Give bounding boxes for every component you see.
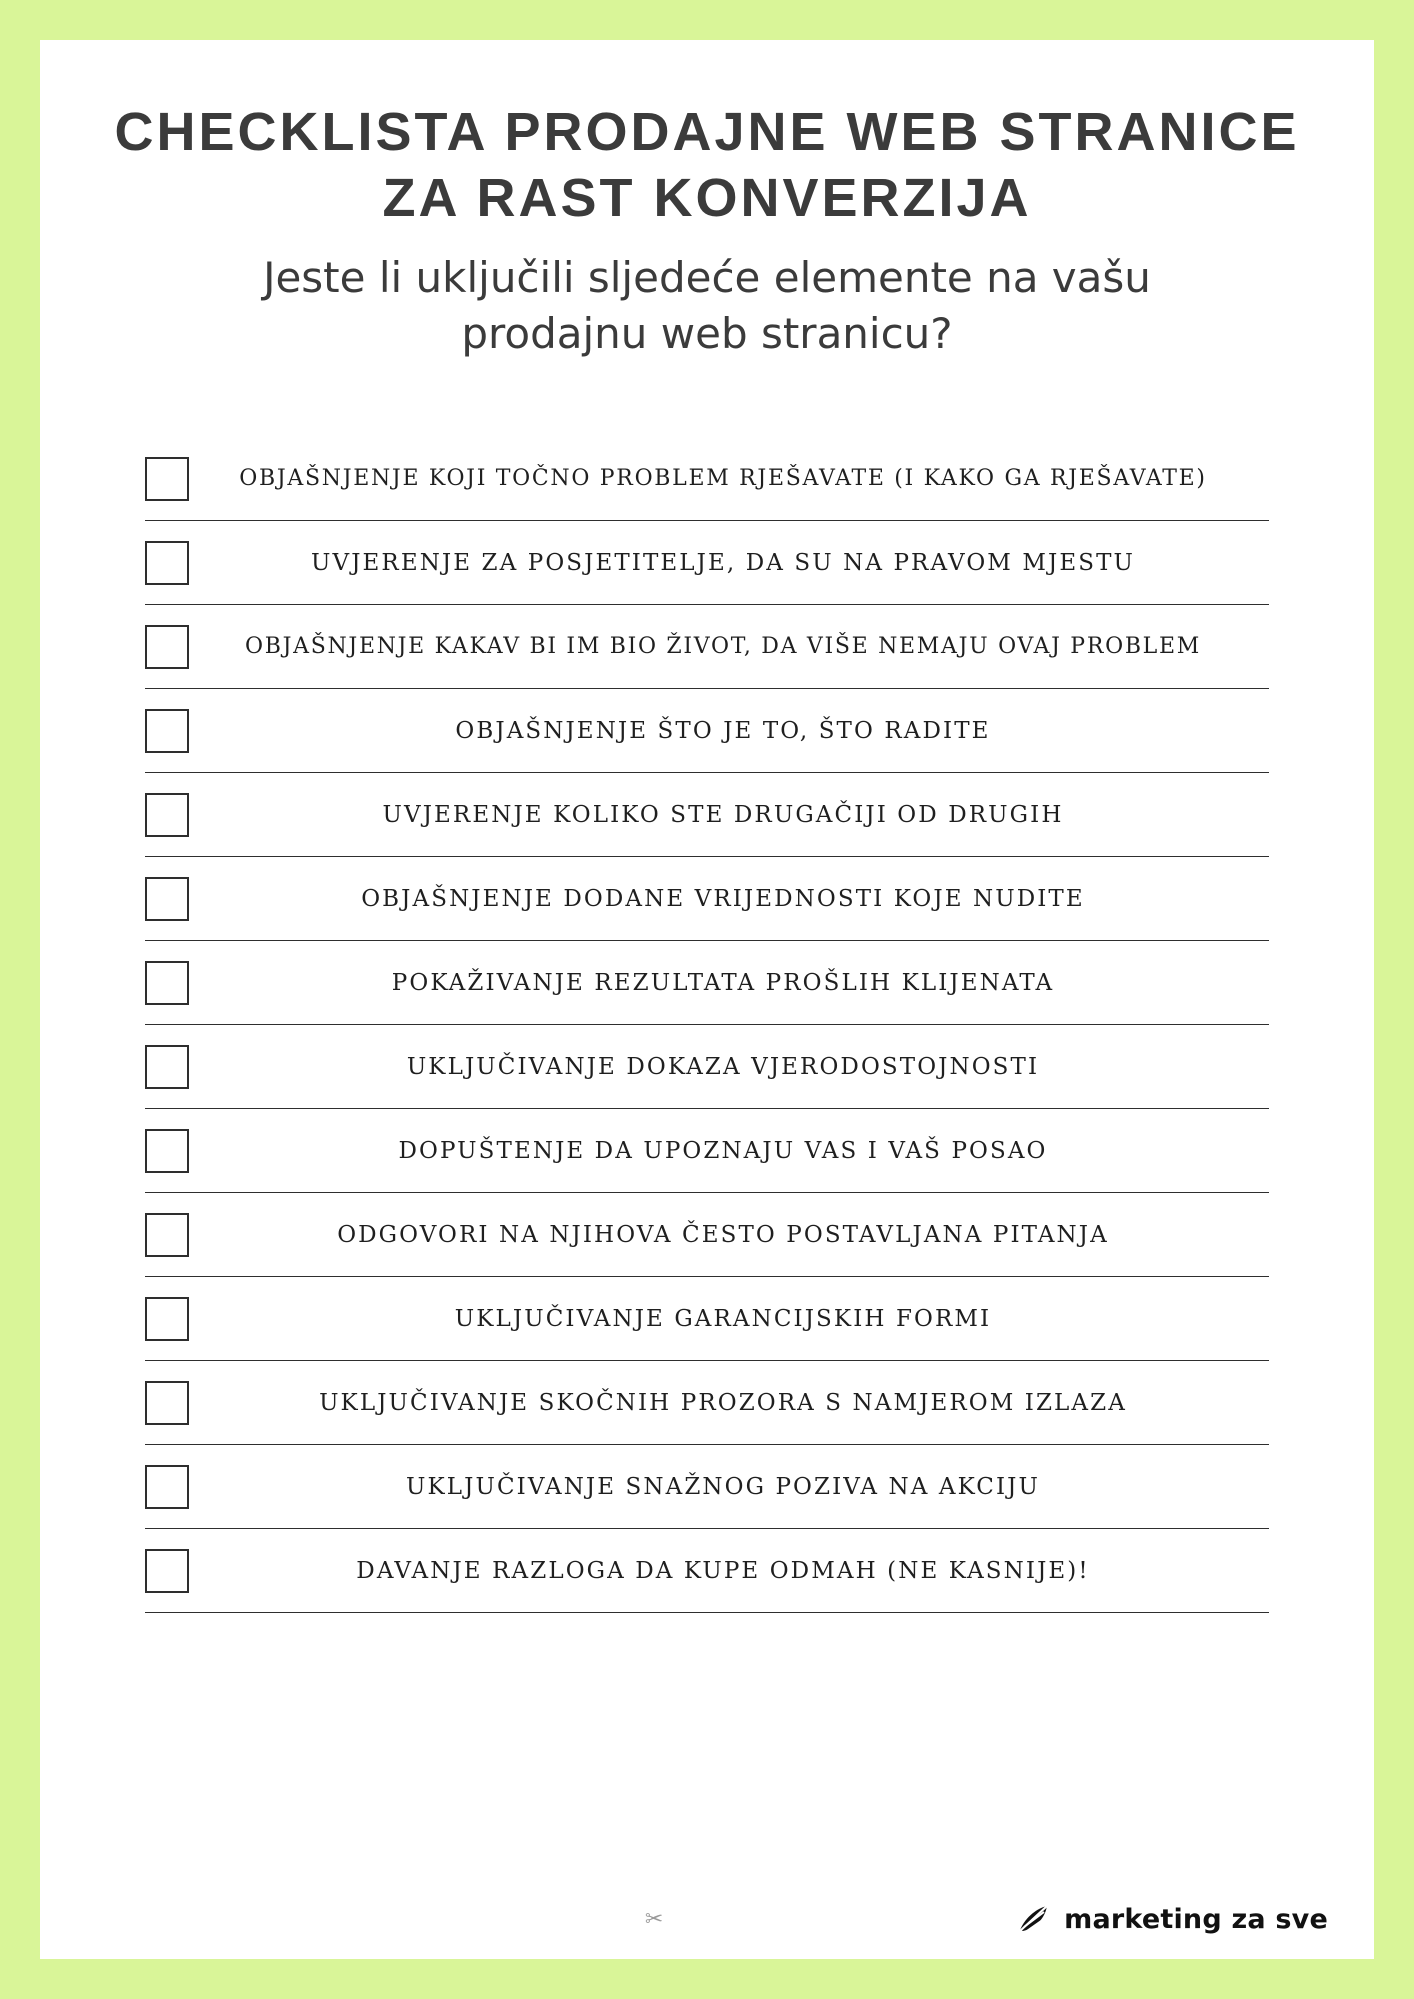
list-item[interactable] — [145, 689, 1269, 773]
checkbox[interactable] — [145, 1381, 189, 1425]
list-item-label: OBJAŠNJENJE ŠTO JE TO, ŠTO RADITE — [455, 717, 991, 744]
list-item[interactable] — [145, 605, 1269, 689]
checkbox[interactable] — [145, 625, 189, 669]
list-item[interactable] — [145, 1529, 1269, 1613]
footer — [40, 1889, 1374, 1959]
page-subtitle: Jeste li uključili sljedeće elemente na vašu prodajnu web stranicu? — [263, 252, 1151, 359]
list-item-label: OBJAŠNJENJE KOJI TOČNO PROBLEM RJEŠAVATE (I KAKO GA RJEŠAVATE) — [239, 466, 1207, 492]
checkbox[interactable] — [145, 1297, 189, 1341]
list-item-label: OBJAŠNJENJE DODANE VRIJEDNOSTI KOJE NUDITE — [361, 885, 1085, 912]
checkbox[interactable] — [145, 961, 189, 1005]
list-item[interactable] — [145, 521, 1269, 605]
checklist-page — [40, 40, 1374, 1959]
list-item[interactable] — [145, 857, 1269, 941]
list-item-label: UVJERENJE ZA POSJETITELJE, DA SU NA PRAVOM MJESTU — [311, 549, 1135, 576]
list-item[interactable] — [145, 1361, 1269, 1445]
checkbox[interactable] — [145, 877, 189, 921]
list-item[interactable] — [145, 1025, 1269, 1109]
brand-name: marketing za sve — [1064, 1903, 1328, 1935]
list-item-label: ODGOVORI NA NJIHOVA ČESTO POSTAVLJANA PITANJA — [337, 1221, 1109, 1248]
list-item[interactable] — [145, 437, 1269, 521]
checkbox[interactable] — [145, 1465, 189, 1509]
list-item[interactable] — [145, 1277, 1269, 1361]
list-item-label: UKLJUČIVANJE DOKAZA VJERODOSTOJNOSTI — [406, 1053, 1040, 1080]
checkbox[interactable] — [145, 1045, 189, 1089]
list-item[interactable] — [145, 1193, 1269, 1277]
leaf-icon — [1014, 1900, 1052, 1938]
list-item[interactable] — [145, 773, 1269, 857]
list-item-label: UKLJUČIVANJE SNAŽNOG POZIVA NA AKCIJU — [406, 1473, 1040, 1500]
scissors-icon: ✂ — [644, 1906, 664, 1931]
checkbox[interactable] — [145, 457, 189, 501]
checkbox[interactable] — [145, 793, 189, 837]
list-item[interactable] — [145, 941, 1269, 1025]
list-item-label: OBJAŠNJENJE KAKAV BI IM BIO ŽIVOT, DA VIŠE NEMAJU OVAJ PROBLEM — [245, 634, 1201, 660]
page-title: CHECKLISTA PRODAJNE WEB STRANICE ZA RAST KONVERZIJA — [114, 102, 1300, 228]
checkbox[interactable] — [145, 1549, 189, 1593]
list-item[interactable] — [145, 1445, 1269, 1529]
brand — [1014, 1900, 1328, 1938]
checkbox[interactable] — [145, 1213, 189, 1257]
checkbox[interactable] — [145, 709, 189, 753]
list-item-label: UVJERENJE KOLIKO STE DRUGAČIJI OD DRUGIH — [382, 801, 1064, 828]
list-item-label: DOPUŠTENJE DA UPOZNAJU VAS I VAŠ POSAO — [398, 1137, 1048, 1164]
list-item-label: UKLJUČIVANJE SKOČNIH PROZORA S NAMJEROM IZLAZA — [319, 1389, 1127, 1416]
list-item-label: UKLJUČIVANJE GARANCIJSKIH FORMI — [454, 1305, 992, 1332]
checkbox[interactable] — [145, 1129, 189, 1173]
list-item-label: DAVANJE RAZLOGA DA KUPE ODMAH (NE KASNIJE)! — [356, 1557, 1090, 1584]
list-item[interactable] — [145, 1109, 1269, 1193]
checkbox[interactable] — [145, 541, 189, 585]
list-item-label: POKAŽIVANJE REZULTATA PROŠLIH KLIJENATA — [391, 969, 1055, 996]
checklist — [40, 437, 1374, 1613]
